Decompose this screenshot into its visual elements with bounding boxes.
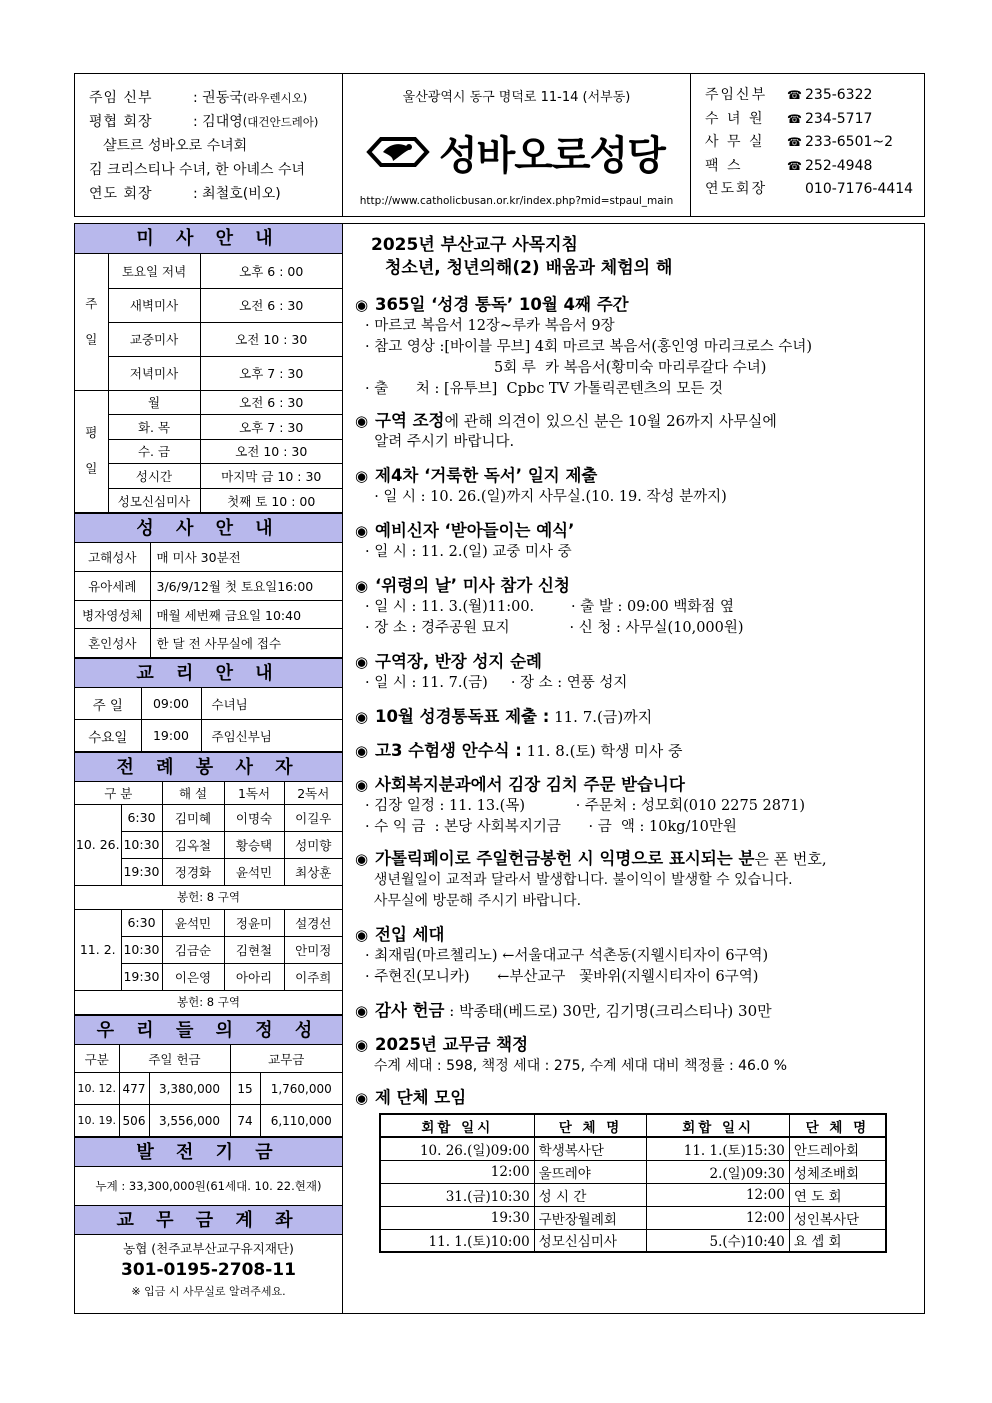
notice-title bbox=[355, 774, 924, 796]
phone-icon bbox=[787, 178, 801, 202]
notice-title bbox=[355, 520, 924, 542]
liturgy-offering: 봉헌: 8 구역 bbox=[75, 885, 342, 909]
devotion-heading: 우 리 들 의 정 성 bbox=[75, 1015, 342, 1045]
clergy-name: : 김대영(대건안드레아) bbox=[193, 114, 319, 130]
devotion-amt1: 3,556,000 bbox=[149, 1105, 230, 1137]
notice-title bbox=[355, 1000, 924, 1022]
devotion-date: 10. 12. bbox=[75, 1073, 119, 1105]
devotion-amt2: 6,110,000 bbox=[260, 1105, 342, 1137]
meeting-header: 단 체 명 bbox=[789, 1114, 886, 1137]
devotion-header: 구분 bbox=[75, 1045, 119, 1073]
radio-bullet-icon: ◉ bbox=[355, 1089, 369, 1107]
devotion-row bbox=[75, 1105, 342, 1137]
sacrament-row bbox=[75, 543, 342, 572]
meetings-table bbox=[379, 1113, 887, 1253]
meeting-datetime: 31.(금)10:30 bbox=[380, 1183, 534, 1206]
radio-bullet-icon: ◉ bbox=[355, 742, 369, 760]
notice-line: 사무실에 방문해 주시기 바랍니다. bbox=[365, 893, 582, 909]
catechism-time: 09:00 bbox=[141, 688, 201, 720]
liturgy-header: 구 분 bbox=[75, 782, 162, 804]
clergy-name: : 최철호(비오) bbox=[193, 186, 281, 202]
notice-title bbox=[355, 651, 924, 673]
notice-item bbox=[355, 740, 924, 762]
devotion-n1: 477 bbox=[119, 1073, 149, 1105]
notice-line: · 장 소 : 경주공원 묘지 · 신 청 : 사무실(10,000원) bbox=[365, 620, 744, 636]
meeting-datetime: 5.(수)10:40 bbox=[647, 1229, 789, 1252]
liturgy-reader2: 최상훈 bbox=[284, 858, 342, 885]
liturgy-reader1: 황승택 bbox=[224, 831, 284, 858]
catechism-row bbox=[75, 688, 342, 720]
catechism-time: 19:00 bbox=[141, 720, 201, 752]
account-note: ※ 입금 시 사무실로 알려주세요. bbox=[131, 1285, 286, 1299]
meeting-row bbox=[380, 1137, 886, 1160]
meeting-group: 성 시 간 bbox=[534, 1183, 647, 1206]
meeting-group: 성모신심미사 bbox=[534, 1229, 647, 1252]
notice-line: · 주현진(모니카) ←부산교구 꽃바위(지웰시티자이 6구역) bbox=[365, 969, 759, 985]
sacrament-table bbox=[75, 543, 342, 658]
meeting-group: 성체조배회 bbox=[789, 1160, 886, 1183]
weekday-label-char: 평 bbox=[85, 425, 98, 441]
notice-title bbox=[355, 848, 924, 870]
mass-time: 오후 7 : 30 bbox=[200, 356, 342, 390]
notice-item bbox=[355, 1087, 924, 1109]
account-heading: 교 무 금 계 좌 bbox=[75, 1205, 342, 1235]
notice-title bbox=[355, 924, 924, 946]
mass-time: 오전 6 : 30 bbox=[200, 288, 342, 322]
notice-heading: 제 단체 모임 bbox=[375, 1088, 467, 1107]
notice-item bbox=[355, 410, 924, 453]
clergy-row bbox=[89, 110, 342, 134]
devotion-amt1: 3,380,000 bbox=[149, 1073, 230, 1105]
liturgy-reader2: 설경선 bbox=[284, 909, 342, 936]
liturgy-row bbox=[75, 909, 342, 936]
radio-bullet-icon: ◉ bbox=[355, 708, 369, 726]
devotion-n2: 74 bbox=[230, 1105, 260, 1137]
sacrament-name: 고해성사 bbox=[75, 543, 150, 572]
mass-time: 오전 6 : 30 bbox=[200, 390, 342, 415]
mass-time: 마지막 금 10 : 30 bbox=[200, 464, 342, 489]
catechism-teacher: 주임신부님 bbox=[201, 720, 342, 752]
meeting-group: 안드레아회 bbox=[789, 1137, 886, 1160]
church-url[interactable]: http://www.catholicbusan.or.kr/index.php?mid=stpaul_main bbox=[359, 195, 674, 207]
devotion-date: 10. 19. bbox=[75, 1105, 119, 1137]
catechism-table bbox=[75, 688, 342, 753]
notice-heading: ‘위령의 날’ 미사 참가 신청 bbox=[375, 576, 570, 595]
notice-line: · 일 시 : 11. 3.(월)11:00. · 출 발 : 09:00 백화점 옆 bbox=[365, 599, 735, 615]
mass-row bbox=[75, 439, 342, 464]
notice-title bbox=[355, 740, 924, 762]
clergy-row bbox=[89, 158, 342, 182]
catechism-row bbox=[75, 720, 342, 752]
mass-time: 첫째 토 10 : 00 bbox=[200, 488, 342, 513]
clergy-row bbox=[89, 86, 342, 110]
notice-line: 수계 세대 : 598, 책정 세대 : 275, 수계 세대 대비 책정률 : 46.0 % bbox=[365, 1058, 788, 1074]
meeting-datetime: 12:00 bbox=[647, 1183, 789, 1206]
contact-label: 사 무 실 bbox=[705, 134, 765, 150]
liturgy-time: 10:30 bbox=[121, 831, 162, 858]
notice-heading: 고3 수험생 안수식 : bbox=[375, 741, 522, 760]
liturgy-commentator: 윤석민 bbox=[162, 909, 224, 936]
mass-row bbox=[75, 288, 342, 322]
mass-row bbox=[75, 356, 342, 390]
contact-number[interactable]: 235-6322 bbox=[805, 87, 873, 103]
liturgy-header: 1독서 bbox=[224, 782, 284, 804]
clergy-row bbox=[89, 182, 342, 206]
catechism-teacher: 수녀님 bbox=[201, 688, 342, 720]
contact-number[interactable]: 252-4948 bbox=[805, 157, 873, 174]
radio-bullet-icon: ◉ bbox=[355, 577, 369, 595]
meeting-group: 울뜨레야 bbox=[534, 1160, 647, 1183]
mass-name: 수. 금 bbox=[108, 439, 200, 464]
notice-heading: 10월 성경통독표 제출 : bbox=[375, 707, 550, 726]
notice-line: 생년월일이 교적과 달라서 발생합니다. 불이익이 발생할 수 있습니다. bbox=[365, 872, 793, 888]
notice-line: · 마르코 복음서 12장~루카 복음서 9장 bbox=[365, 318, 615, 334]
devotion-n2: 15 bbox=[230, 1073, 260, 1105]
meeting-header: 회합 일시 bbox=[647, 1114, 789, 1137]
radio-bullet-icon: ◉ bbox=[355, 926, 369, 944]
sacrament-desc: 매 미사 30분전 bbox=[150, 543, 342, 572]
radio-bullet-icon: ◉ bbox=[355, 412, 369, 430]
liturgy-commentator: 이은영 bbox=[162, 963, 224, 990]
notice-heading: 제4차 ‘거룩한 독서’ 일지 제출 bbox=[375, 466, 598, 485]
contact-label: 팩 스 bbox=[705, 157, 743, 174]
mass-time: 오전 10 : 30 bbox=[200, 322, 342, 356]
account-bank: 농협 (천주교부산교구유지재단) bbox=[123, 1241, 294, 1257]
notice-line: 알려 주시기 바랍니다. bbox=[365, 434, 515, 450]
meeting-group: 구반장월례회 bbox=[534, 1206, 647, 1229]
development-heading: 발 전 기 금 bbox=[75, 1137, 342, 1167]
meeting-row bbox=[380, 1206, 886, 1229]
development-total: 누계 : 33,300,000원(61세대. 10. 22.현재) bbox=[95, 1179, 322, 1194]
liturgy-reader2: 성미향 bbox=[284, 831, 342, 858]
contact-label: 주임신부 bbox=[705, 87, 768, 103]
mass-row bbox=[75, 464, 342, 489]
sunday-label-char: 주 bbox=[85, 295, 98, 311]
meeting-group: 학생복사단 bbox=[534, 1137, 647, 1160]
radio-bullet-icon: ◉ bbox=[355, 467, 369, 485]
meeting-group: 요 셉 회 bbox=[789, 1229, 886, 1252]
mass-name: 화. 목 bbox=[108, 415, 200, 440]
mass-row bbox=[75, 390, 342, 415]
notice-heading: 예비신자 ‘받아들이는 예식’ bbox=[375, 521, 575, 540]
notice-item bbox=[355, 465, 924, 508]
notice-line: · 김장 일정 : 11. 13.(목) · 주문처 : 성모회(010 2275 2871) bbox=[365, 798, 806, 814]
meeting-datetime: 11. 1.(토)10:00 bbox=[380, 1229, 534, 1252]
notice-item bbox=[355, 706, 924, 728]
notice-item bbox=[355, 651, 924, 694]
clergy-name-value: 최철호(비오) bbox=[202, 186, 281, 202]
notice-item bbox=[355, 774, 924, 838]
radio-bullet-icon: ◉ bbox=[355, 850, 369, 868]
clergy-role: 주임 신부 bbox=[89, 90, 153, 106]
notice-item bbox=[355, 294, 924, 400]
notice-line: · 참고 영상 :[바이블 무브] 4회 마르코 복음서(홍인영 마리크로스 수녀) bbox=[365, 339, 813, 355]
liturgy-reader2: 이주희 bbox=[284, 963, 342, 990]
church-logo bbox=[363, 122, 673, 182]
liturgy-header: 2독서 bbox=[284, 782, 342, 804]
meeting-datetime: 10. 26.(일)09:00 bbox=[380, 1137, 534, 1160]
radio-bullet-icon: ◉ bbox=[355, 1002, 369, 1020]
sacrament-name: 병자영성체 bbox=[75, 600, 150, 629]
dove-cross-icon bbox=[363, 127, 433, 177]
notice-item bbox=[355, 575, 924, 639]
sacrament-heading: 성 사 안 내 bbox=[75, 513, 342, 543]
notice-title bbox=[355, 465, 924, 487]
liturgy-offering: 봉헌: 8 구역 bbox=[75, 990, 342, 1014]
mass-name: 성시간 bbox=[108, 464, 200, 489]
mass-time: 오후 6 : 00 bbox=[200, 254, 342, 288]
notice-heading: 구역장, 반장 성지 순례 bbox=[375, 652, 542, 671]
liturgy-table bbox=[75, 782, 342, 1015]
clergy-name-value: 김대영 bbox=[202, 114, 243, 130]
notice-heading: 365일 ‘성경 통독’ 10월 4째 주간 bbox=[375, 295, 629, 314]
mass-name: 월 bbox=[108, 390, 200, 415]
sacrament-row bbox=[75, 600, 342, 629]
pastoral-title: 2025년 부산교구 사목지침 bbox=[371, 235, 578, 255]
notice-title bbox=[355, 706, 924, 728]
meeting-datetime: 2.(일)09:30 bbox=[647, 1160, 789, 1183]
notice-item bbox=[355, 1000, 924, 1022]
notice-inline-text: 11. 7.(금)까지 bbox=[549, 708, 653, 726]
notice-title bbox=[355, 410, 924, 432]
bulletin-header bbox=[74, 73, 925, 217]
mass-time: 오전 10 : 30 bbox=[200, 439, 342, 464]
catechism-day: 주 일 bbox=[75, 688, 141, 720]
contact-row bbox=[705, 131, 924, 155]
mass-time: 오후 7 : 30 bbox=[200, 415, 342, 440]
sacrament-row bbox=[75, 572, 342, 601]
notice-item bbox=[355, 1034, 924, 1077]
main-notices bbox=[343, 223, 925, 1314]
liturgy-reader1: 정윤미 bbox=[224, 909, 284, 936]
mass-name: 저녁미사 bbox=[108, 356, 200, 390]
church-title-block bbox=[343, 74, 691, 216]
sacrament-desc: 한 달 전 사무실에 접수 bbox=[150, 629, 342, 658]
liturgy-reader1: 이명숙 bbox=[224, 804, 284, 831]
clergy-baptismal-name: (대건안드레아) bbox=[242, 115, 319, 129]
mass-row bbox=[75, 322, 342, 356]
clergy-baptismal-name: (라우렌시오) bbox=[242, 91, 308, 105]
notice-title bbox=[355, 1034, 924, 1056]
clergy-role: 연도 회장 bbox=[89, 186, 153, 202]
meeting-row bbox=[380, 1160, 886, 1183]
meeting-group: 연 도 회 bbox=[789, 1183, 886, 1206]
phone-icon: ☎ bbox=[787, 111, 802, 126]
mass-name: 새벽미사 bbox=[108, 288, 200, 322]
liturgy-time: 6:30 bbox=[121, 804, 162, 831]
devotion-header-row bbox=[75, 1045, 342, 1073]
mass-row bbox=[75, 415, 342, 440]
contact-number[interactable]: 234-5717 bbox=[805, 110, 873, 127]
notice-heading: 가톨릭페이로 주일헌금봉헌 시 익명으로 표시되는 분 bbox=[375, 849, 755, 868]
devotion-row bbox=[75, 1073, 342, 1105]
notice-heading: 구역 조정 bbox=[375, 411, 445, 430]
sunday-label-char: 일 bbox=[85, 331, 98, 347]
catechism-day: 수요일 bbox=[75, 720, 141, 752]
contact-label: 연도회장 bbox=[705, 181, 768, 197]
liturgy-reader2: 안미정 bbox=[284, 936, 342, 963]
meeting-datetime: 12:00 bbox=[647, 1206, 789, 1229]
liturgy-header-row bbox=[75, 782, 342, 804]
clergy-role: 평협 회장 bbox=[89, 114, 153, 130]
radio-bullet-icon: ◉ bbox=[355, 296, 369, 314]
liturgy-commentator: 김미혜 bbox=[162, 804, 224, 831]
meeting-datetime: 19:30 bbox=[380, 1206, 534, 1229]
liturgy-reader2: 이길우 bbox=[284, 804, 342, 831]
liturgy-time: 6:30 bbox=[121, 909, 162, 936]
clergy-row bbox=[89, 134, 342, 158]
meeting-group: 성인복사단 bbox=[789, 1206, 886, 1229]
liturgy-reader1: 아아리 bbox=[224, 963, 284, 990]
notice-inline-text: 11. 8.(토) 학생 미사 중 bbox=[521, 742, 683, 760]
liturgy-commentator: 김옥철 bbox=[162, 831, 224, 858]
contact-number[interactable]: 233-6501~2 bbox=[805, 134, 894, 150]
phone-icon: ☎ bbox=[787, 158, 802, 173]
liturgy-commentator: 김금순 bbox=[162, 936, 224, 963]
liturgy-time: 19:30 bbox=[121, 858, 162, 885]
weekday-label-char: 일 bbox=[85, 461, 98, 477]
meeting-datetime: 11. 1.(토)15:30 bbox=[647, 1137, 789, 1160]
weekday-label bbox=[75, 390, 108, 513]
sacrament-name: 유아세례 bbox=[75, 572, 150, 601]
contact-row bbox=[705, 155, 924, 179]
notice-heading: 2025년 교무금 책정 bbox=[375, 1035, 529, 1054]
contact-row bbox=[705, 108, 924, 132]
notice-line: 5회 루 카 복음서(황미숙 마리루갈다 수녀) bbox=[365, 360, 767, 376]
sunday-label bbox=[75, 254, 108, 390]
liturgy-header: 해 설 bbox=[162, 782, 224, 804]
liturgy-heading: 전 례 봉 사 자 bbox=[75, 752, 342, 782]
meeting-datetime: 12:00 bbox=[380, 1160, 534, 1183]
contact-number[interactable]: 010-7176-4414 bbox=[805, 181, 914, 197]
catechism-heading: 교 리 안 내 bbox=[75, 658, 342, 688]
clergy-text: 김 크리스티나 수녀, 한 아녜스 수녀 bbox=[89, 162, 306, 178]
radio-bullet-icon: ◉ bbox=[355, 653, 369, 671]
devotion-table bbox=[75, 1045, 342, 1138]
notice-heading: 전입 세대 bbox=[375, 925, 445, 944]
notice-title bbox=[355, 575, 924, 597]
devotion-n1: 506 bbox=[119, 1105, 149, 1137]
liturgy-commentator: 정경화 bbox=[162, 858, 224, 885]
contact-row bbox=[705, 178, 924, 202]
mass-table bbox=[75, 254, 342, 513]
mass-row bbox=[75, 254, 342, 288]
contact-info bbox=[691, 74, 924, 216]
notice-item bbox=[355, 848, 924, 912]
mass-heading: 미 사 안 내 bbox=[75, 224, 342, 254]
liturgy-date: 10. 26. bbox=[75, 804, 121, 885]
clergy-info bbox=[75, 74, 343, 216]
phone-icon: ☎ bbox=[787, 88, 802, 102]
pastoral-guideline bbox=[355, 234, 924, 280]
sacrament-row bbox=[75, 629, 342, 658]
sacrament-desc: 3/6/9/12월 첫 토요일16:00 bbox=[150, 572, 342, 601]
devotion-header: 교무금 bbox=[230, 1045, 342, 1073]
liturgy-time: 19:30 bbox=[121, 963, 162, 990]
church-address: 울산광역시 동구 명덕로 11-14 (서부동) bbox=[402, 90, 631, 105]
liturgy-reader1: 윤석민 bbox=[224, 858, 284, 885]
sacrament-name: 혼인성사 bbox=[75, 629, 150, 658]
notice-heading: 감사 헌금 bbox=[375, 1001, 445, 1020]
notice-line: · 최재림(마르첼리노) ←서울대교구 석촌동(지웰시티자이 6구역) bbox=[365, 948, 769, 964]
mass-name: 토요일 저녁 bbox=[108, 254, 200, 288]
meeting-header: 회합 일시 bbox=[380, 1114, 534, 1137]
notice-line: · 일 시 : 10. 26.(일)까지 사무실.(10. 19. 작성 분까지) bbox=[365, 489, 727, 505]
contact-row bbox=[705, 84, 924, 108]
notice-title bbox=[355, 294, 924, 316]
clergy-text: 샬트르 성바오로 수녀회 bbox=[103, 138, 248, 154]
meeting-header: 단 체 명 bbox=[534, 1114, 647, 1137]
notice-title bbox=[355, 1087, 924, 1109]
liturgy-offering-row bbox=[75, 990, 342, 1014]
notice-inline-text: 에 관해 의견이 있으신 분은 10월 26까지 사무실에 bbox=[444, 412, 777, 430]
radio-bullet-icon: ◉ bbox=[355, 522, 369, 540]
clergy-name-value: 권동국 bbox=[202, 90, 243, 106]
contact-label: 수 녀 원 bbox=[705, 110, 765, 127]
devotion-header: 주일 헌금 bbox=[119, 1045, 230, 1073]
notice-line: · 출 처 : [유투브] Cpbc TV 가톨릭콘텐츠의 모든 것 bbox=[365, 381, 723, 397]
notice-item bbox=[355, 520, 924, 563]
mass-row bbox=[75, 488, 342, 513]
mass-name: 성모신심미사 bbox=[108, 488, 200, 513]
notice-line: · 일 시 : 11. 7.(금) · 장 소 : 연풍 성지 bbox=[365, 675, 628, 691]
liturgy-offering-row bbox=[75, 885, 342, 909]
liturgy-date: 11. 2. bbox=[75, 909, 121, 990]
notice-item bbox=[355, 924, 924, 988]
phone-icon: ☎ bbox=[787, 135, 802, 149]
radio-bullet-icon: ◉ bbox=[355, 776, 369, 794]
sacrament-desc: 매월 세번째 금요일 10:40 bbox=[150, 600, 342, 629]
meeting-row bbox=[380, 1229, 886, 1252]
pastoral-subtitle: 청소년, 청년의해(2) 배움과 체험의 해 bbox=[385, 258, 673, 278]
church-name: 성바오로성당 bbox=[439, 132, 665, 179]
devotion-amt2: 1,760,000 bbox=[260, 1073, 342, 1105]
notice-inline-text: 은 폰 번호, bbox=[754, 850, 827, 868]
radio-bullet-icon: ◉ bbox=[355, 1036, 369, 1054]
liturgy-time: 10:30 bbox=[121, 936, 162, 963]
mass-name: 교중미사 bbox=[108, 322, 200, 356]
meeting-row bbox=[380, 1183, 886, 1206]
liturgy-reader1: 김현철 bbox=[224, 936, 284, 963]
liturgy-row bbox=[75, 804, 342, 831]
sidebar bbox=[74, 223, 343, 1314]
notice-heading: 사회복지분과에서 김장 김치 주문 받습니다 bbox=[375, 775, 685, 794]
account-number: 301-0195-2708-11 bbox=[121, 1260, 296, 1281]
notice-inline-text: : 박종태(베드로) 30만, 김기명(크리스티나) 30만 bbox=[444, 1002, 772, 1020]
notice-line: · 수 익 금 : 본당 사회복지기금 · 금 액 : 10kg/10만원 bbox=[365, 819, 737, 835]
notice-line: · 일 시 : 11. 2.(일) 교중 미사 중 bbox=[365, 544, 572, 560]
clergy-name: : 권동국(라우렌시오) bbox=[193, 90, 308, 106]
